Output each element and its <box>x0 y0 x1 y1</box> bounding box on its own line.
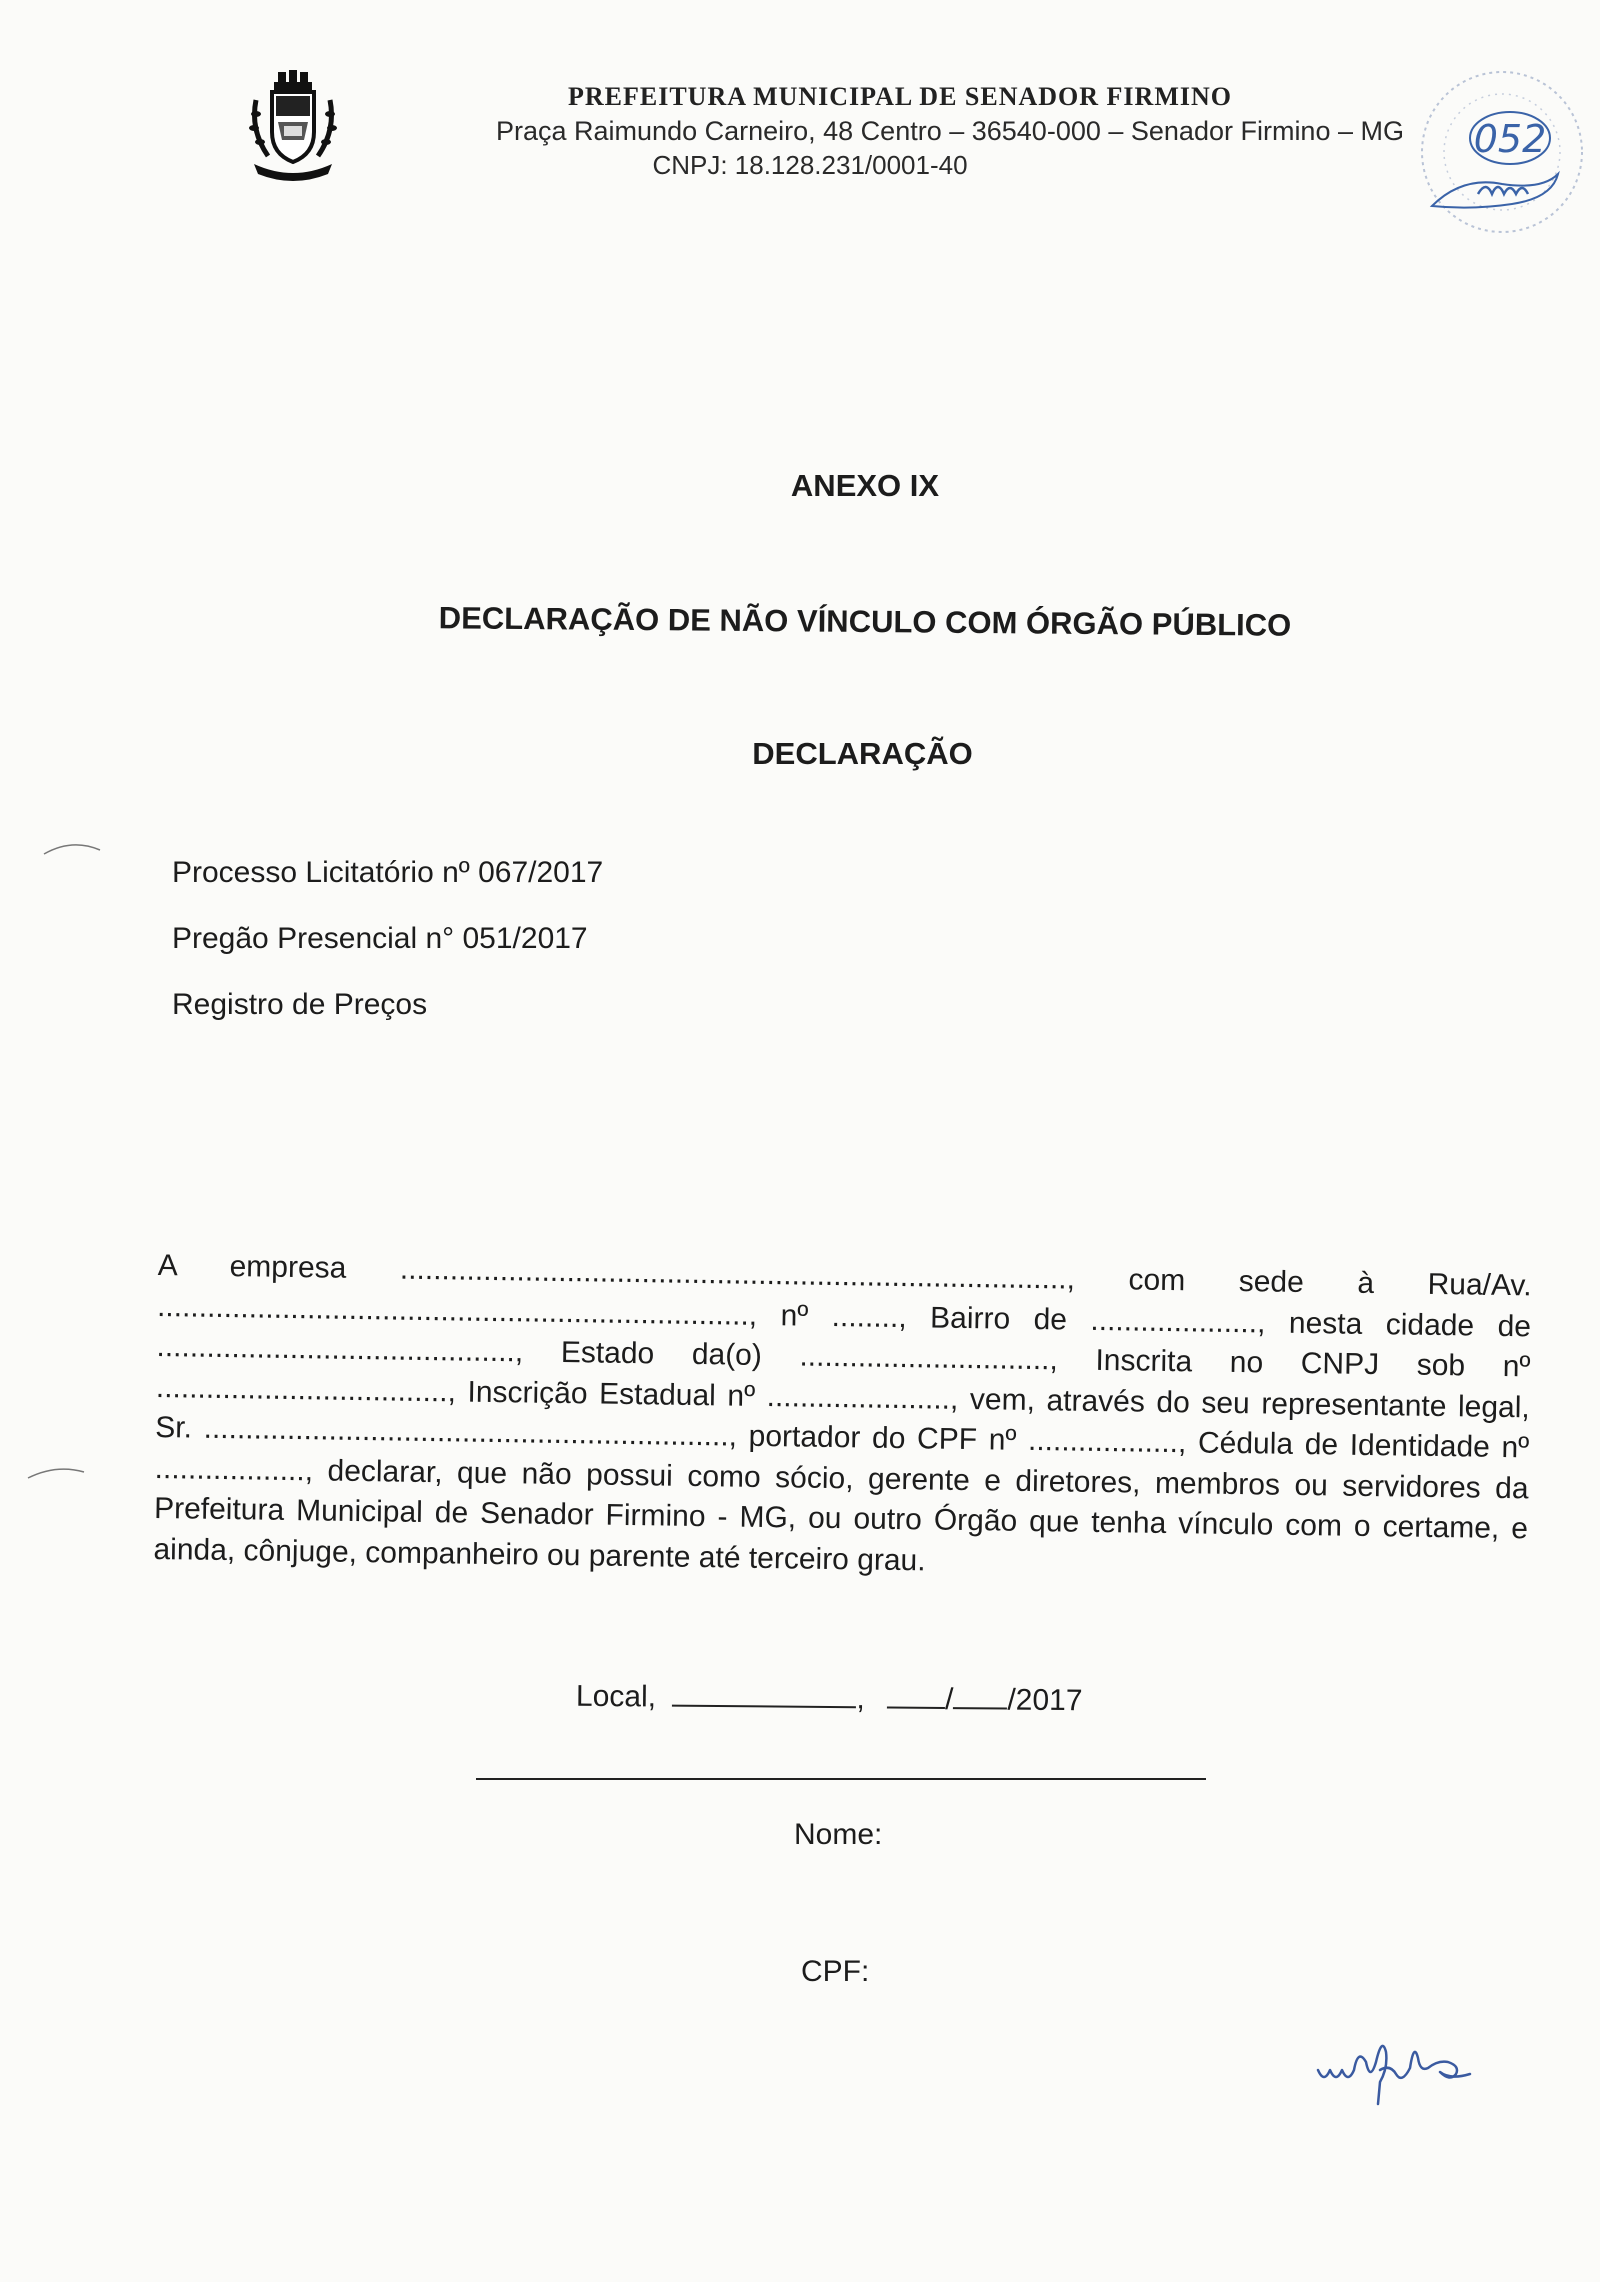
margin-mark <box>26 1462 86 1482</box>
local-label: Local, <box>575 1679 657 1714</box>
auction-number: Pregão Presencial n° 051/2017 <box>172 922 588 955</box>
date-slash: / <box>944 1683 954 1717</box>
year-text: /2017 <box>1007 1683 1083 1718</box>
institution-cnpj: CNPJ: 18.128.231/0001-40 <box>652 150 968 180</box>
margin-mark <box>42 838 102 858</box>
page-number-stamp <box>1402 56 1600 256</box>
handwritten-rubric-icon <box>1310 2030 1500 2120</box>
signature-line <box>476 1778 1206 1780</box>
declaration-paragraph: A empresa ................................................................................, com sede à Rua/Av. ......................................................................., nº ........, Bairro de ...................., nesta cidade de ..........................................., Estado da(o) .............................., Inscrita no CNPJ sob nº ..................................., Inscrição Estadual nº ......................, vem, através do seu representante legal, Sr. ..............................................................., portador do CPF nº .................., Cédula de Identidade nº .................., declarar, que não possui como sócio, gerente e diretores, membros ou servidores da Prefeitura Municipal de Senador Firmino - MG, ou outro Órgão que tenha vínculo com o certame, e ainda, cônjuge, companheiro ou parente até terceiro grau. <box>153 1248 1532 1577</box>
cpf-label: CPF: <box>801 1955 870 1988</box>
process-number: Processo Licitatório nº 067/2017 <box>172 856 604 889</box>
month-blank <box>953 1703 1007 1709</box>
stamp-page-number: 052 <box>1473 117 1547 161</box>
declaration-subject-title: DECLARAÇÃO DE NÃO VÍNCULO COM ÓRGÃO PÚBLICO <box>438 600 1292 643</box>
name-label: Nome: <box>794 1818 883 1851</box>
declaration-heading: DECLARAÇÃO <box>752 736 973 771</box>
local-blank <box>672 1701 856 1709</box>
day-blank <box>887 1703 945 1710</box>
institution-name: PREFEITURA MUNICIPAL DE SENADOR FIRMINO <box>567 82 1232 111</box>
municipal-coat-of-arms-icon <box>248 70 338 182</box>
institution-address: Praça Raimundo Carneiro, 48 Centro – 36540-000 – Senador Firmino – MG <box>496 116 1404 146</box>
local-comma: , <box>856 1682 865 1716</box>
price-registry: Registro de Preços <box>172 988 428 1021</box>
location-date-row <box>576 1680 1083 1718</box>
annex-title: ANEXO IX <box>790 468 940 503</box>
